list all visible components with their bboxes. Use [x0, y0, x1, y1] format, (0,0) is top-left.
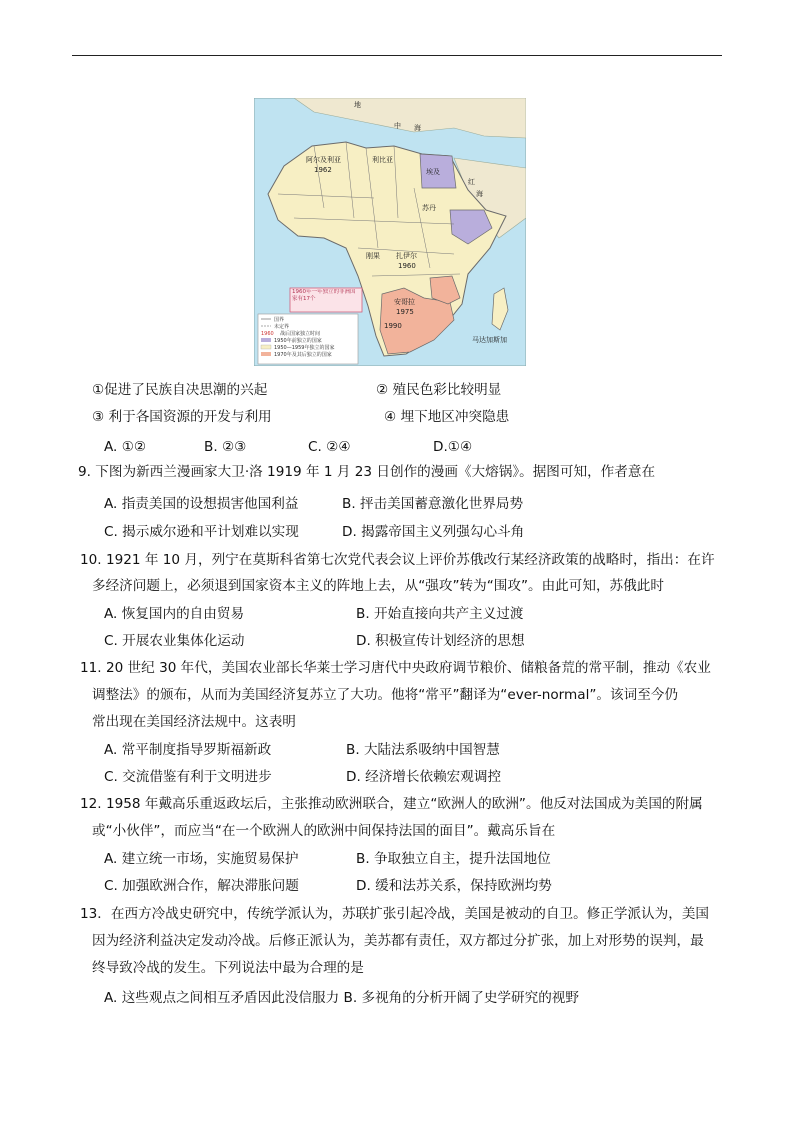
map-legend-item: 1970年及其后独立的国家 [274, 352, 332, 358]
map-label: 安哥拉 [394, 298, 415, 306]
q8-statement-3: ③ 利于各国资源的开发与利用 [92, 409, 272, 425]
q8-statement-4: ④ 埋下地区冲突隐患 [384, 409, 510, 425]
q12-option-b[interactable]: B. 争取独立自主，提升法国地位 [356, 851, 551, 867]
map-label: 刚果 [366, 252, 380, 260]
q9-option-c[interactable]: C. 揭示威尔逊和平计划难以实现 [104, 524, 299, 540]
q10-option-d[interactable]: D. 积极宣传计划经济的思想 [356, 633, 525, 649]
map-legend-item: 1950—1959年独立的国家 [274, 345, 335, 351]
q12-stem-line-2: 或“小伙伴”，而应当“在一个欧洲人的欧洲中间保持法国的面目”。戴高乐旨在 [92, 823, 556, 839]
q10-stem-line-1: 10. 1921 年 10 月，列宁在莫斯科省第七次党代表会议上评价苏俄改行某经济政策的战略时，指出：在许 [80, 552, 715, 568]
q8-option-d[interactable]: D.①④ [433, 439, 473, 455]
map-legend-item: 国界 [274, 317, 285, 323]
q11-stem-line-2: 调整法》的颁布，从而为美国经济复苏立了大功。他将“常平”翻译为“ever-normal”。该词至今仍 [92, 687, 678, 703]
q9-stem: 9. 下图为新西兰漫画家大卫·洛 1919 年 1 月 23 日创作的漫画《大熔锅》。据图可知，作者意在 [78, 464, 656, 480]
q12-option-c[interactable]: C. 加强欧洲合作，解决滞胀问题 [104, 878, 299, 894]
q11-stem-line-1: 11. 20 世纪 30 年代，美国农业部长华莱士学习唐代中央政府调节粮价、储粮备荒的常平制，推动《农业 [80, 660, 711, 676]
map-label: 马达加斯加 [472, 336, 507, 344]
q8-option-a[interactable]: A. ①② [104, 439, 147, 455]
q12-stem-line-1: 12. 1958 年戴高乐重返政坛后，主张推动欧洲联合，建立“欧洲人的欧洲”。他反对法国成为美国的附属 [80, 796, 703, 812]
q10-option-c[interactable]: C. 开展农业集体化运动 [104, 633, 245, 649]
q8-statement-2: ② 殖民色彩比较明显 [376, 382, 502, 398]
q10-option-a[interactable]: A. 恢复国内的自由贸易 [104, 606, 245, 622]
q11-option-c[interactable]: C. 交流借鉴有利于文明进步 [104, 769, 272, 785]
q12-option-a[interactable]: A. 建立统一市场，实施贸易保护 [104, 851, 299, 867]
map-label: 1962 [314, 166, 332, 174]
q13-option-ab[interactable]: A. 这些观点之间相互矛盾因此没信服力 B. 多视角的分析开阔了史学研究的视野 [104, 990, 579, 1006]
q13-stem-line-2: 因为经济利益决定发动冷战。后修正派认为，美苏都有责任，双方都过分扩张，加上对形势的误判，最 [92, 933, 704, 949]
q8-statement-1: ①促进了民族自决思潮的兴起 [92, 382, 268, 398]
map-label: 苏丹 [422, 204, 436, 212]
map-label: 利比亚 [372, 156, 393, 164]
map-label: 中 [394, 122, 401, 130]
q11-option-d[interactable]: D. 经济增长依赖宏观调控 [346, 769, 502, 785]
q9-option-d[interactable]: D. 揭露帝国主义列强勾心斗角 [342, 524, 525, 540]
map-label: 扎伊尔 [396, 252, 417, 260]
q11-option-b[interactable]: B. 大陆法系吸纳中国智慧 [346, 742, 500, 758]
map-legend-item: 未定界 [274, 324, 290, 330]
map-legend-item: 1950年前独立的国家 [274, 338, 322, 344]
map-label: 1960 [398, 262, 416, 270]
map-label: 埃及 [426, 168, 440, 176]
q8-option-c[interactable]: C. ②④ [308, 439, 351, 455]
map-legend-item: 战后国家独立时间 [280, 331, 321, 337]
map-label: 阿尔及利亚 [306, 156, 341, 164]
map-label: 红 [468, 178, 475, 186]
q8-option-b[interactable]: B. ②③ [204, 439, 247, 455]
africa-map-figure [254, 98, 526, 366]
q13-stem-line-3: 终导致冷战的发生。下列说法中最为合理的是 [92, 960, 364, 976]
q9-option-b[interactable]: B. 抨击美国蓄意激化世界局势 [342, 496, 524, 512]
header-rule [72, 55, 722, 56]
q10-stem-line-2: 多经济问题上，必须退到国家资本主义的阵地上去，从“强攻”转为“围攻”。由此可知，苏俄此时 [92, 578, 664, 594]
q10-option-b[interactable]: B. 开始直接向共产主义过渡 [356, 606, 524, 622]
map-callout: 1960年一年独立的非洲国家有17个 [292, 289, 356, 302]
q13-stem-line-1: 13．在西方冷战史研究中，传统学派认为，苏联扩张引起冷战，美国是被动的自卫。修正学派认为，美国 [80, 906, 710, 922]
q11-option-a[interactable]: A. 常平制度指导罗斯福新政 [104, 742, 272, 758]
map-label: 1975 [396, 308, 414, 316]
map-label: 海 [414, 124, 421, 132]
map-label: 海 [476, 190, 483, 198]
q12-option-d[interactable]: D. 缓和法苏关系，保持欧洲均势 [356, 878, 552, 894]
map-legend-item: 1960 [261, 331, 274, 337]
q11-stem-line-3: 常出现在美国经济法规中。这表明 [92, 714, 296, 730]
q9-option-a[interactable]: A. 指责美国的设想损害他国利益 [104, 496, 299, 512]
map-label: 1990 [384, 322, 402, 330]
map-label: 地 [354, 101, 361, 109]
